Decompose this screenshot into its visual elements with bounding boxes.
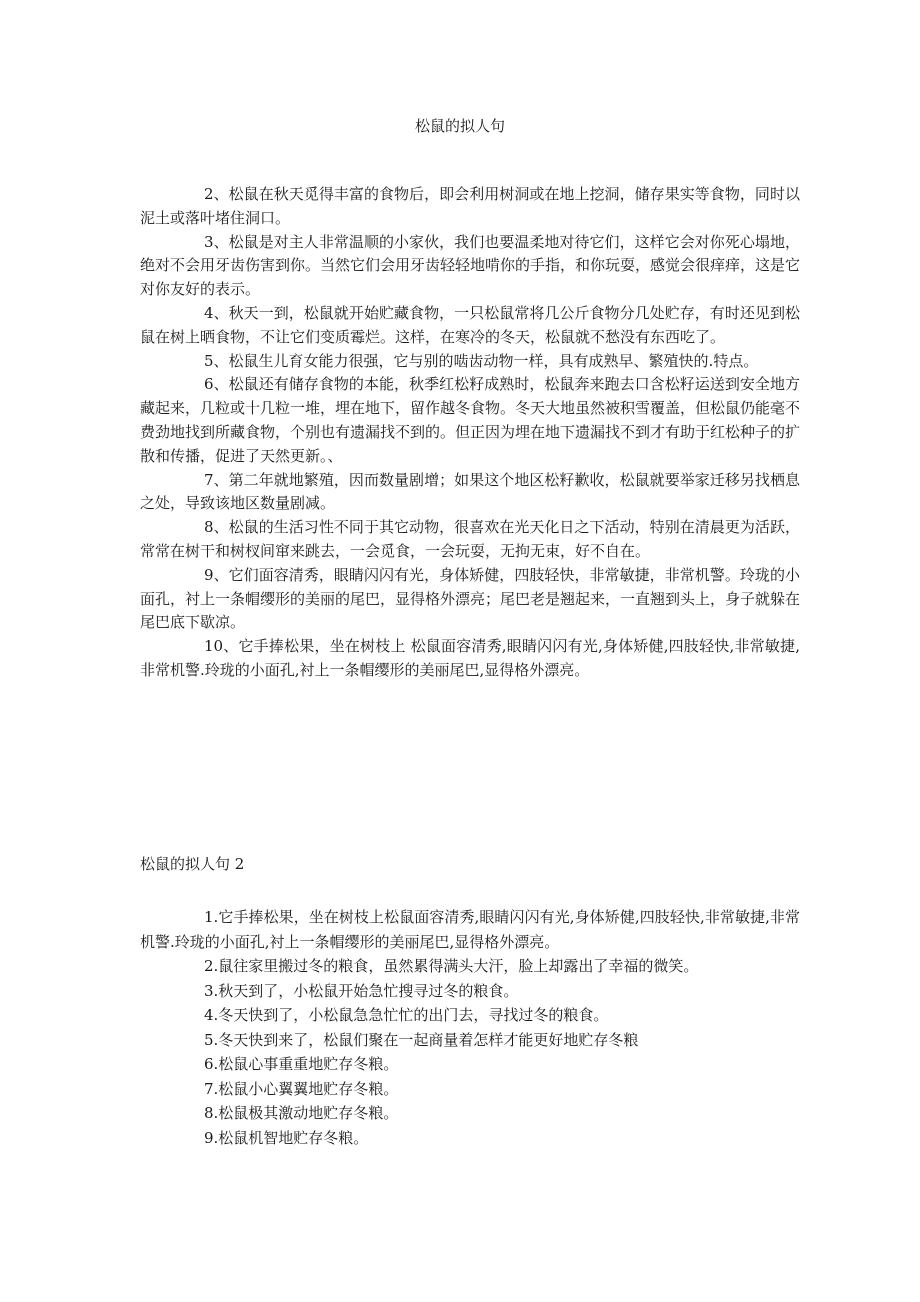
paragraph: 2、松鼠在秋天觅得丰富的食物后，即会利用树洞或在地上挖洞，储存果实等食物，同时以泥土或落叶堵住洞口。 — [140, 185, 800, 227]
paragraph: 8、松鼠的生活习性不同于其它动物，很喜欢在光天化日之下活动，特别在清晨更为活跃，常常在树干和树杈间窜来跳去，一会觅食，一会玩耍，无拘无束，好不自在。 — [140, 518, 800, 560]
list-item: 3.秋天到了，小松鼠开始急忙搜寻过冬的粮食。 — [204, 981, 519, 1000]
paragraph: 10、它手捧松果，坐在树枝上 松鼠面容清秀,眼睛闪闪有光,身体矫健,四肢轻快,非常敏捷,非常机警.玲珑的小面孔,衬上一条帽缨形的美丽尾巴,显得格外漂亮。 — [140, 637, 800, 679]
list-item: 9.松鼠机智地贮存冬粮。 — [204, 1128, 369, 1147]
paragraph: 6、松鼠还有储存食物的本能，秋季红松籽成熟时，松鼠奔来跑去口含松籽运送到安全地方藏起来，几粒或十几粒一堆，埋在地下，留作越冬食物。冬天大地虽然被积雪覆盖，但松鼠仍能毫不费劲地找到所藏食物，个别也有遗漏找不到的。但正因为埋在地下遗漏找不到才有助于红松种子的扩散和传播，促进了天然更新。、 — [140, 375, 801, 465]
paragraph: 5、松鼠生儿育女能力很强，它与别的啮齿动物一样，具有成熟早、繁殖快的.特点。 — [204, 351, 759, 370]
list-item: 4.冬天快到了，小松鼠急急忙忙的出门去，寻找过冬的粮食。 — [204, 1006, 609, 1024]
list-item: 2.鼠往家里搬过冬的粮食，虽然累得满头大汗，脸上却露出了幸福的微笑。 — [204, 957, 699, 975]
paragraph: 7、第二年就地繁殖，因而数量剧增；如果这个地区松籽歉收，松鼠就要举家迁移另找栖息之处，导致该地区数量剧减。 — [140, 470, 800, 513]
paragraph: 3、松鼠是对主人非常温顺的小家伙，我们也要温柔地对待它们，这样它会对你死心塌地，绝对不会用牙齿伤害到你。当然它们会用牙齿轻轻地啃你的手指，和你玩耍，感觉会很痒痒，这是它对你友好的表示。 — [140, 232, 801, 299]
section-2-list — [140, 905, 800, 1150]
section-1-body — [140, 183, 800, 683]
list-item: 1.它手捧松果，坐在树枝上松鼠面容清秀,眼睛闪闪有光,身体矫健,四肢轻快,非常敏捷,非常机警.玲珑的小面孔,衬上一条帽缨形的美丽尾巴,显得格外漂亮。 — [140, 908, 800, 951]
paragraph: 4、秋天一到，松鼠就开始贮藏食物，一只松鼠常将几公斤食物分几处贮存，有时还见到松鼠在树上晒食物，不让它们变质霉烂。这样，在寒冷的冬天，松鼠就不愁没有东西吃了。 — [140, 303, 800, 346]
document-title: 松鼠的拟人句 — [414, 117, 505, 135]
list-item: 8.松鼠极其激动地贮存冬粮。 — [204, 1104, 399, 1122]
section-2-heading: 松鼠的拟人句 2 — [140, 855, 245, 873]
list-item: 6.松鼠心事重重地贮存冬粮。 — [204, 1055, 399, 1073]
list-item: 7.松鼠小心翼翼地贮存冬粮。 — [204, 1079, 399, 1098]
list-item: 5.冬天快到来了，松鼠们聚在一起商量着怎样才能更好地贮存冬粮 — [204, 1030, 639, 1049]
paragraph: 9、它们面容清秀，眼睛闪闪有光，身体矫健，四肢轻快，非常敏捷，非常机警。玲珑的小面孔，衬上一条帽缨形的美丽的尾巴，显得格外漂亮；尾巴老是翘起来，一直翘到头上，身子就躲在尾巴底下歇凉。 — [140, 565, 801, 632]
